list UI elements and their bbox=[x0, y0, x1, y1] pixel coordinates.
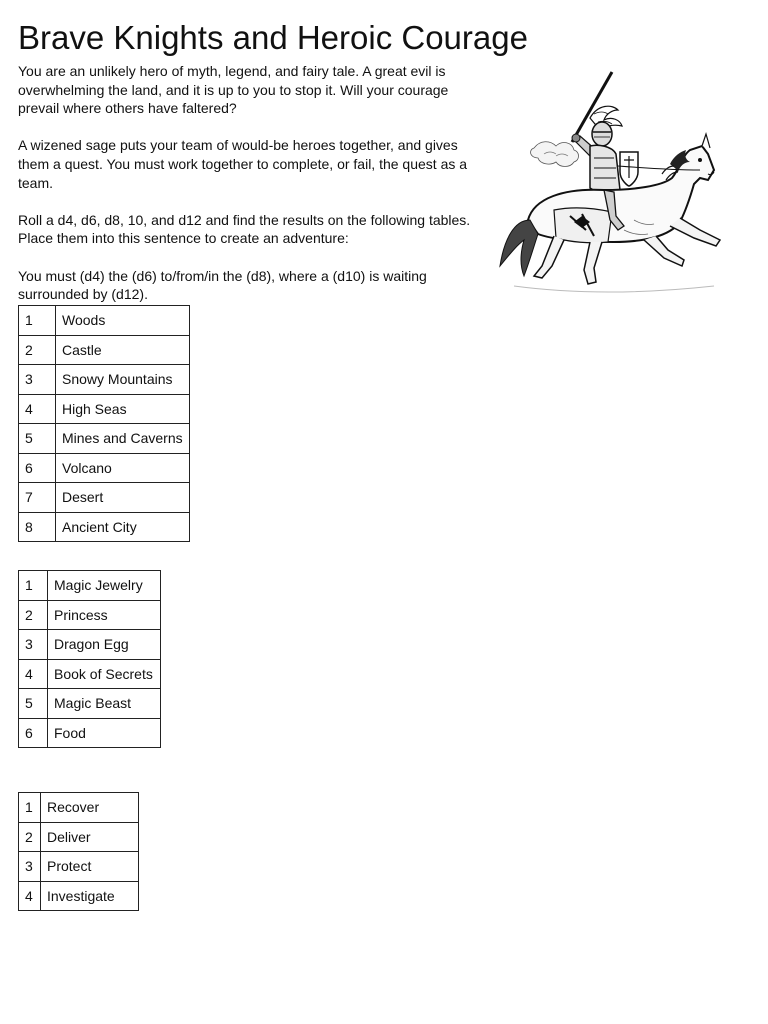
roll-number: 8 bbox=[19, 512, 56, 542]
actions-table-body bbox=[19, 793, 139, 911]
roll-number: 2 bbox=[19, 335, 56, 365]
roll-number: 2 bbox=[19, 822, 41, 852]
roll-number: 5 bbox=[19, 424, 56, 454]
roll-number: 1 bbox=[19, 793, 41, 823]
table-row bbox=[19, 483, 190, 513]
roll-result: Desert bbox=[56, 483, 190, 513]
intro-paragraph: You are an unlikely hero of myth, legend, and fairy tale. A great evil is overwhelming the land, and it is up to you to stop it. Will your courage prevail where others have faltered? bbox=[18, 63, 449, 117]
roll-number: 4 bbox=[19, 394, 56, 424]
table-row bbox=[19, 689, 161, 719]
roll-number: 6 bbox=[19, 718, 48, 748]
objects-table bbox=[18, 570, 161, 748]
roll-number: 1 bbox=[19, 306, 56, 336]
table-row bbox=[19, 335, 190, 365]
roll-result: Book of Secrets bbox=[48, 659, 161, 689]
roll-number: 5 bbox=[19, 689, 48, 719]
roll-result: Snowy Mountains bbox=[56, 365, 190, 395]
table-row bbox=[19, 793, 139, 823]
table-row bbox=[19, 822, 139, 852]
knight-on-horse-illustration bbox=[494, 70, 730, 298]
table-row bbox=[19, 306, 190, 336]
roll-number: 6 bbox=[19, 453, 56, 483]
intro-text bbox=[18, 62, 478, 304]
places-table-body bbox=[19, 306, 190, 542]
places-table bbox=[18, 305, 190, 542]
roll-result: High Seas bbox=[56, 394, 190, 424]
roll-number: 4 bbox=[19, 881, 41, 911]
table-row bbox=[19, 512, 190, 542]
table-row bbox=[19, 659, 161, 689]
roll-result: Castle bbox=[56, 335, 190, 365]
roll-number: 4 bbox=[19, 659, 48, 689]
table-row bbox=[19, 424, 190, 454]
roll-number: 3 bbox=[19, 365, 56, 395]
roll-result: Volcano bbox=[56, 453, 190, 483]
table-row bbox=[19, 394, 190, 424]
objects-table-body bbox=[19, 571, 161, 748]
roll-result: Investigate bbox=[41, 881, 139, 911]
roll-number: 1 bbox=[19, 571, 48, 601]
table-row bbox=[19, 852, 139, 882]
table-row bbox=[19, 571, 161, 601]
table-row bbox=[19, 881, 139, 911]
table-row bbox=[19, 600, 161, 630]
intro-paragraph: A wizened sage puts your team of would-be heroes together, and gives them a quest. You must work together to complete, or fail, the quest as a team. bbox=[18, 137, 468, 191]
actions-table bbox=[18, 792, 139, 911]
adventure-sentence: You must (d4) the (d6) to/from/in the (d8), where a (d10) is waiting surrounded by (d12). bbox=[18, 267, 427, 303]
roll-number: 7 bbox=[19, 483, 56, 513]
roll-result: Woods bbox=[56, 306, 190, 336]
roll-result: Deliver bbox=[41, 822, 139, 852]
table-row bbox=[19, 718, 161, 748]
roll-result: Mines and Caverns bbox=[56, 424, 190, 454]
table-row bbox=[19, 365, 190, 395]
roll-result: Princess bbox=[48, 600, 161, 630]
roll-result: Magic Jewelry bbox=[48, 571, 161, 601]
page-title: Brave Knights and Heroic Courage bbox=[18, 19, 528, 56]
table-row bbox=[19, 453, 190, 483]
roll-number: 2 bbox=[19, 600, 48, 630]
roll-result: Magic Beast bbox=[48, 689, 161, 719]
roll-result: Dragon Egg bbox=[48, 630, 161, 660]
roll-result: Recover bbox=[41, 793, 139, 823]
roll-result: Ancient City bbox=[56, 512, 190, 542]
intro-paragraph: Roll a d4, d6, d8, 10, and d12 and find the results on the following tables. Place them into this sentence to create an adventure: bbox=[18, 211, 471, 247]
roll-result: Protect bbox=[41, 852, 139, 882]
table-row bbox=[19, 630, 161, 660]
roll-number: 3 bbox=[19, 630, 48, 660]
roll-result: Food bbox=[48, 718, 161, 748]
roll-number: 3 bbox=[19, 852, 41, 882]
